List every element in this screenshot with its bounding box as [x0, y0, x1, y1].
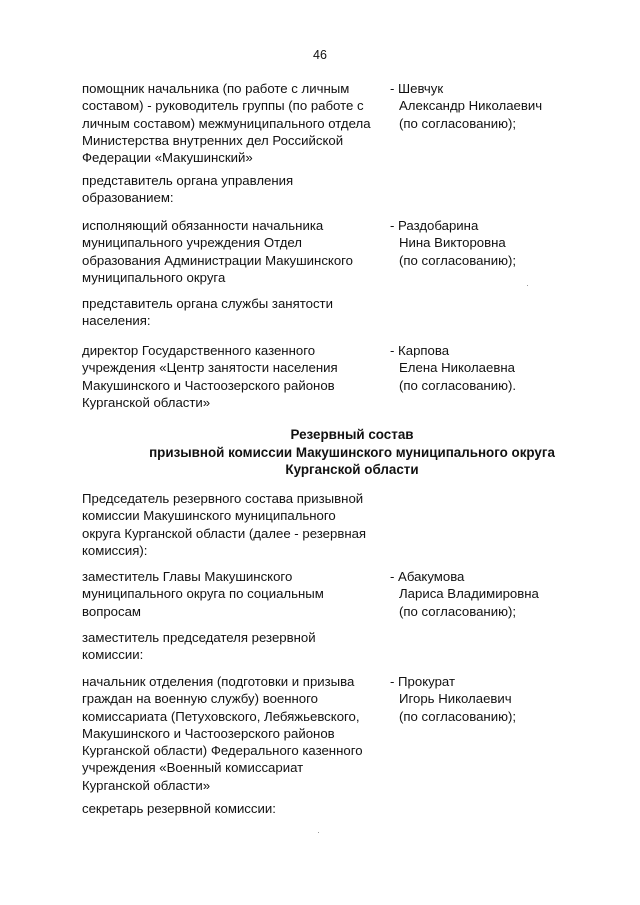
text-line: (по согласованию); [399, 603, 517, 619]
role-heading [82, 490, 387, 559]
text-line: учреждения «Центр занятости населения [82, 360, 338, 376]
text-line: комиссии Макушинского муниципального [82, 508, 336, 524]
text-line: Министерства внутренних дел Российской [82, 132, 344, 148]
text-line: комиссия): [82, 542, 148, 558]
text-line: (по согласованию); [399, 252, 517, 268]
member-name [390, 568, 610, 620]
text-line: Елена Николаевна [399, 360, 515, 376]
text-line: исполняющий обязанности начальника [82, 218, 324, 233]
text-line: комиссии: [82, 647, 144, 663]
text-line: представитель органа управления [82, 173, 294, 188]
position-description [82, 342, 387, 411]
text-line: Курганской области) Федерального казенного [82, 743, 363, 759]
role-heading [82, 295, 387, 330]
text-line: муниципального округа по социальным [82, 586, 324, 602]
text-line: образованием: [82, 190, 174, 206]
text-line: граждан на военную службу) военного [82, 691, 318, 707]
text-line: начальник отделения (подготовки и призыва [82, 674, 355, 689]
text-line: образования Администрации Макушинского [82, 252, 354, 268]
text-line: Курганской области» [82, 777, 211, 793]
position-description [82, 568, 387, 620]
text-line: (по согласованию); [399, 708, 517, 724]
text-line: (по согласованию). [399, 377, 517, 393]
text-line: округа Курганской области (далее - резервная [82, 525, 367, 541]
text-line: Федерации «Макушинский» [82, 150, 253, 166]
page-number: 46 [313, 48, 327, 62]
text-line: Нина Викторовна [399, 235, 506, 251]
text-line: Председатель резервного состава призывной [82, 491, 364, 506]
text-line: Макушинского и Частоозерского районов [82, 377, 335, 393]
text-line: - Карпова [390, 343, 450, 358]
text-line: Лариса Владимировна [399, 586, 539, 602]
member-name [390, 342, 610, 394]
position-description [82, 673, 387, 794]
member-name [390, 80, 610, 132]
member-name [390, 673, 610, 725]
heading-line: призывной комиссии Макушинского муниципального округа [149, 444, 555, 460]
role-heading [82, 800, 387, 817]
text-line: Игорь Николаевич [399, 691, 512, 707]
text-line: заместитель председателя резервной [82, 630, 316, 645]
text-line: секретарь резервной комиссии: [82, 801, 276, 816]
text-line: помощник начальника (по работе с личным [82, 81, 350, 96]
text-line: муниципального округа [82, 269, 226, 285]
text-line: Курганской области» [82, 394, 211, 410]
position-description [82, 217, 387, 286]
text-line: - Шевчук [390, 81, 444, 96]
scan-speck [318, 832, 319, 833]
text-line: комиссариата (Петуховского, Лебяжьевского, [82, 708, 360, 724]
text-line: представитель органа службы занятости [82, 296, 333, 311]
heading-line: Резервный состав [290, 427, 414, 442]
text-line: - Раздобарина [390, 218, 479, 233]
member-name [390, 217, 610, 269]
text-line: личным составом) межмуниципального отдела [82, 115, 371, 131]
text-line: населения: [82, 313, 151, 329]
text-line: - Абакумова [390, 569, 465, 584]
text-line: (по согласованию); [399, 115, 517, 131]
text-line: Макушинского и Частоозерского районов [82, 725, 335, 741]
text-line: - Прокурат [390, 674, 455, 689]
text-line: учреждения «Военный комиссариат [82, 760, 304, 776]
heading-line: Курганской области [285, 462, 419, 477]
text-line: составом) - руководитель группы (по работе с [82, 98, 364, 114]
role-heading [82, 629, 387, 664]
section-heading [82, 426, 622, 479]
text-line: заместитель Главы Макушинского [82, 569, 293, 584]
text-line: директор Государственного казенного [82, 343, 316, 358]
scan-speck [527, 285, 528, 286]
text-line: вопросам [82, 603, 141, 619]
position-description [82, 80, 387, 166]
text-line: Александр Николаевич [399, 98, 543, 114]
role-heading [82, 172, 387, 207]
text-line: муниципального учреждения Отдел [82, 235, 302, 251]
